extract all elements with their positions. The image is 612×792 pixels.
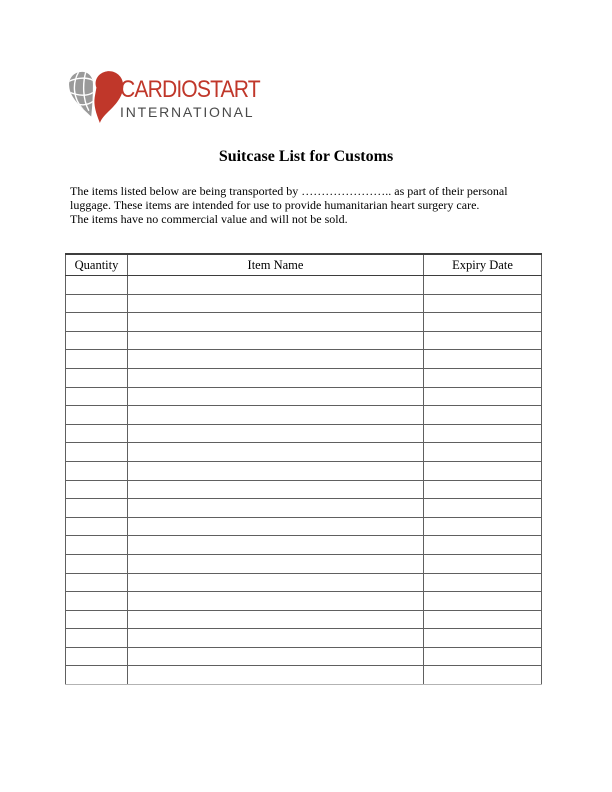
header-expiry-date: Expiry Date <box>424 254 542 276</box>
empty-cell <box>128 499 424 518</box>
logo-brand: CARDIOSTART <box>120 76 260 103</box>
table-row <box>66 443 542 462</box>
empty-cell <box>128 406 424 425</box>
empty-cell <box>424 387 542 406</box>
intro-line-2: luggage. These items are intended for use to provide humanitarian heart surgery care. <box>70 198 480 213</box>
empty-cell <box>66 294 128 313</box>
table-row <box>66 610 542 629</box>
empty-cell <box>424 443 542 462</box>
empty-cell <box>128 517 424 536</box>
empty-cell <box>66 406 128 425</box>
header-quantity: Quantity <box>66 254 128 276</box>
empty-cell <box>128 629 424 648</box>
empty-cell <box>128 368 424 387</box>
empty-cell <box>424 499 542 518</box>
table-row <box>66 517 542 536</box>
table-row <box>66 499 542 518</box>
empty-cell <box>424 629 542 648</box>
empty-cell <box>66 666 128 685</box>
empty-cell <box>128 647 424 666</box>
table-row <box>66 554 542 573</box>
empty-cell <box>66 536 128 555</box>
empty-cell <box>128 294 424 313</box>
table-row <box>66 480 542 499</box>
empty-cell <box>424 536 542 555</box>
empty-cell <box>66 461 128 480</box>
empty-cell <box>424 313 542 332</box>
empty-cell <box>128 350 424 369</box>
table-row <box>66 313 542 332</box>
empty-cell <box>128 666 424 685</box>
empty-cell <box>128 387 424 406</box>
empty-cell <box>128 592 424 611</box>
table-row <box>66 573 542 592</box>
empty-cell <box>66 499 128 518</box>
empty-cell <box>424 517 542 536</box>
empty-cell <box>424 368 542 387</box>
table-row <box>66 592 542 611</box>
table-row <box>66 629 542 648</box>
empty-cell <box>128 313 424 332</box>
customs-table-body <box>66 276 542 685</box>
empty-cell <box>424 592 542 611</box>
empty-cell <box>128 573 424 592</box>
table-row <box>66 424 542 443</box>
empty-cell <box>424 610 542 629</box>
empty-cell <box>66 424 128 443</box>
empty-cell <box>66 573 128 592</box>
table-header-row <box>66 254 542 276</box>
empty-cell <box>424 647 542 666</box>
empty-cell <box>424 424 542 443</box>
empty-cell <box>66 592 128 611</box>
table-row <box>66 406 542 425</box>
empty-cell <box>128 443 424 462</box>
intro-line-3: The items have no commercial value and will not be sold. <box>70 212 348 227</box>
empty-cell <box>128 536 424 555</box>
empty-cell <box>66 331 128 350</box>
empty-cell <box>128 461 424 480</box>
cardiostart-logo <box>68 70 279 126</box>
header-item-name: Item Name <box>128 254 424 276</box>
empty-cell <box>424 666 542 685</box>
empty-cell <box>66 443 128 462</box>
empty-cell <box>66 387 128 406</box>
table-row <box>66 294 542 313</box>
empty-cell <box>66 276 128 295</box>
heart-globe-icon <box>68 70 126 126</box>
table-row <box>66 666 542 685</box>
empty-cell <box>66 554 128 573</box>
empty-cell <box>128 331 424 350</box>
table-row <box>66 368 542 387</box>
empty-cell <box>128 610 424 629</box>
empty-cell <box>66 368 128 387</box>
empty-cell <box>128 554 424 573</box>
table-row <box>66 647 542 666</box>
empty-cell <box>66 647 128 666</box>
empty-cell <box>424 461 542 480</box>
empty-cell <box>424 294 542 313</box>
heart-swoosh-shape <box>94 71 123 123</box>
empty-cell <box>66 480 128 499</box>
table-row <box>66 387 542 406</box>
empty-cell <box>424 331 542 350</box>
table-row <box>66 536 542 555</box>
empty-cell <box>424 406 542 425</box>
empty-cell <box>424 554 542 573</box>
intro-paragraph <box>70 184 550 227</box>
empty-cell <box>66 629 128 648</box>
empty-cell <box>128 276 424 295</box>
empty-cell <box>66 517 128 536</box>
logo-subbrand: INTERNATIONAL <box>120 104 255 120</box>
table-row <box>66 350 542 369</box>
empty-cell <box>424 480 542 499</box>
empty-cell <box>66 610 128 629</box>
table-row <box>66 276 542 295</box>
intro-line-1: The items listed below are being transported by ………………….. as part of their personal <box>70 184 508 198</box>
empty-cell <box>424 350 542 369</box>
empty-cell <box>66 313 128 332</box>
customs-table <box>65 253 542 685</box>
table-row <box>66 461 542 480</box>
empty-cell <box>128 424 424 443</box>
empty-cell <box>128 480 424 499</box>
table-row <box>66 331 542 350</box>
empty-cell <box>66 350 128 369</box>
empty-cell <box>424 276 542 295</box>
page-title: Suitcase List for Customs <box>218 148 394 165</box>
empty-cell <box>424 573 542 592</box>
